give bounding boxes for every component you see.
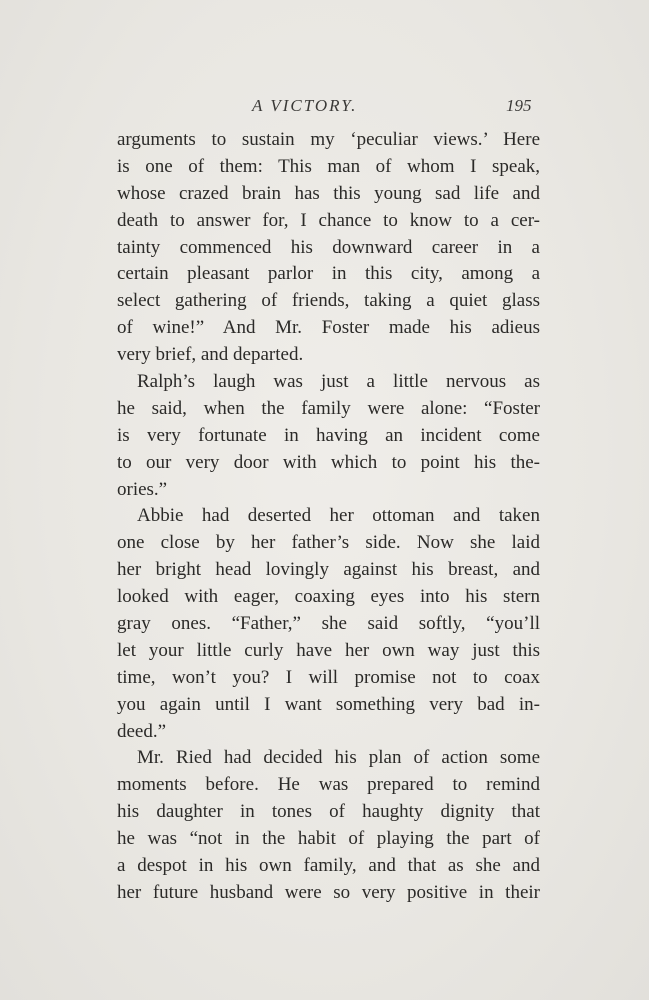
text-line: is very fortunate in having an incident come	[117, 424, 540, 446]
text-line: whose crazed brain has this young sad life and	[117, 182, 540, 204]
text-line: very brief, and departed.	[117, 344, 304, 366]
text-line: one close by her father’s side. Now she laid	[117, 532, 540, 554]
text-line: arguments to sustain my ‘peculiar views.’ Here	[117, 129, 540, 150]
text-line: certain pleasant parlor in this city, among a	[117, 263, 540, 285]
text-line: he said, when the family were alone: “Foster	[117, 397, 540, 419]
text-line: you again until I want something very bad in-	[117, 693, 540, 715]
text-line: is one of them: This man of whom I speak,	[117, 155, 540, 177]
running-head	[0, 96, 649, 120]
text-line: deed.”	[117, 720, 167, 742]
text-line: moments before. He was prepared to remind	[117, 774, 540, 796]
text-line: death to answer for, I chance to know to a cer-	[117, 209, 540, 231]
text-line: let your little curly have her own way just this	[117, 639, 540, 661]
text-line: time, won’t you? I will promise not to coax	[117, 666, 540, 688]
text-line: her bright head lovingly against his breast, and	[117, 559, 540, 581]
text-line: select gathering of friends, taking a quiet glass	[117, 290, 540, 312]
text-line: looked with eager, coaxing eyes into his stern	[117, 586, 540, 608]
running-title: A VICTORY.	[252, 96, 358, 115]
text-line: his daughter in tones of haughty dignity that	[117, 801, 540, 823]
text-line: a despot in his own family, and that as she and	[117, 855, 540, 877]
text-line: tainty commenced his downward career in a	[117, 236, 540, 258]
text-line: to our very door with which to point his the-	[117, 451, 540, 473]
text-line: Ralph’s laugh was just a little nervous as	[137, 371, 540, 393]
text-line: he was “not in the habit of playing the part of	[117, 828, 540, 850]
text-line: her future husband were so very positive in their	[117, 881, 540, 903]
text-line: of wine!” And Mr. Foster made his adieus	[117, 317, 540, 339]
text-line: ories.”	[117, 478, 168, 500]
text-line: Mr. Ried had decided his plan of action some	[137, 747, 540, 769]
text-line: gray ones. “Father,” she said softly, “you’ll	[117, 613, 540, 635]
text-line: Abbie had deserted her ottoman and taken	[137, 505, 540, 527]
body-text	[117, 127, 540, 907]
page-number: 195	[506, 96, 532, 115]
